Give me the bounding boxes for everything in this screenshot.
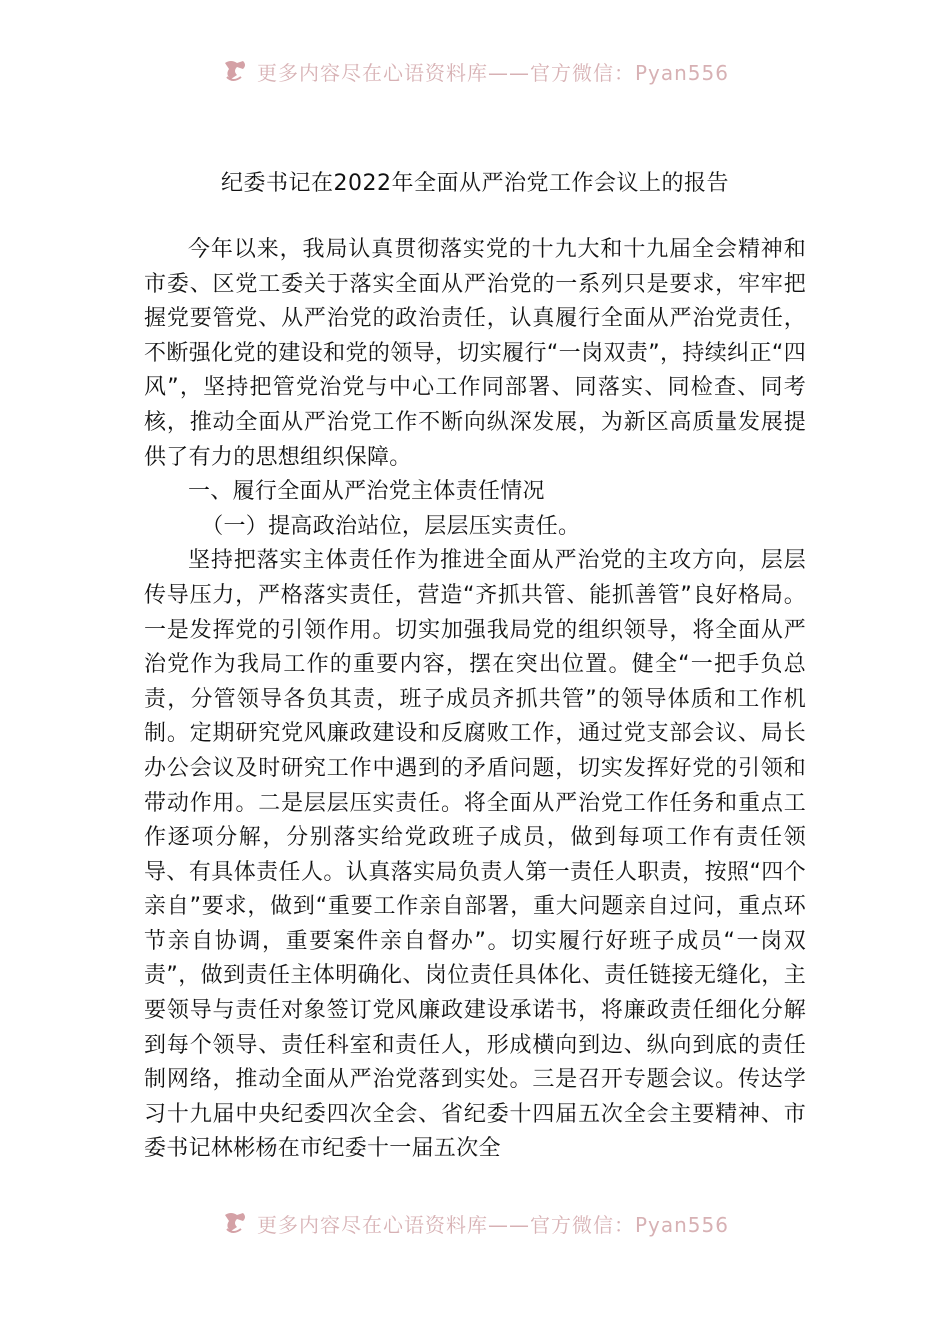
document-body (144, 233, 806, 1167)
scroll-logo-icon (221, 57, 251, 85)
watermark-text: 更多内容尽在心语资料库——官方微信：Pyan556 (256, 1212, 729, 1237)
watermark-text: 更多内容尽在心语资料库——官方微信：Pyan556 (256, 60, 729, 85)
document-title: 纪委书记在2022年全面从严治党工作会议上的报告 (221, 171, 729, 196)
section-heading: 一、履行全面从严治党主体责任情况 (188, 479, 545, 505)
paragraph-body: 坚持把落实主体责任作为推进全面从严治党的主攻方向，层层传导压力，严格落实责任，营造“齐抓共管、能抓善管”良好格局。一是发挥党的引领作用。切实加强我局党的组织领导，将全面从严治党作为我局工作的重要内容，摆在突出位置。健全“一把手负总责，分管领导各负其责，班子成员齐抓共管”的领导体质和工作机制。定期研究党风廉政建设和反腐败工作，通过党支部会议、局长办公会议及时研究工作中遇到的矛盾问题，切实发挥好党的引领和带动作用。二是层层压实责任。将全面从严治党工作任务和重点工作逐项分解，分别落实给党政班子成员，做到每项工作有责任领导、有具体责任人。认真落实局负责人第一责任人职责，按照“四个亲自”要求，做到“重要工作亲自部署，重大问题亲自过问，重点环节亲自协调，重要案件亲自督办”。切实履行好班子成员“一岗双责”，做到责任主体明确化、岗位责任具体化、责任链接无缝化，主要领导与责任对象签订党风廉政建设承诺书，将廉政责任细化分解到每个领导、责任科室和责任人，形成横向到边、纵向到底的责任制网络，推动全面从严治党落到实处。三是召开专题会议。传达学习十九届中央纪委四次全会、省纪委十四届五次全会主要精神、市委书记林彬杨在市纪委十一届五次全 (144, 548, 806, 1162)
paragraph-intro: 今年以来，我局认真贯彻落实党的十九大和十九届全会精神和市委、区党工委关于落实全面从严治党的一系列只是要求，牢牢把握党要管党、从严治党的政治责任，认真履行全面从严治党责任，不断强化党的建设和党的领导，切实履行“一岗双责”，持续纠正“四风”，坚持把管党治党与中心工作同部署、同落实、同检查、同考核，推动全面从严治党工作不断向纵深发展，为新区高质量发展提供了有力的思想组织保障。 (144, 237, 806, 470)
scroll-logo-icon (221, 1209, 251, 1237)
watermark-top (0, 56, 950, 86)
subsection-heading: （一）提高政治站位，层层压实责任。 (201, 513, 581, 539)
watermark-bottom (0, 1208, 950, 1238)
